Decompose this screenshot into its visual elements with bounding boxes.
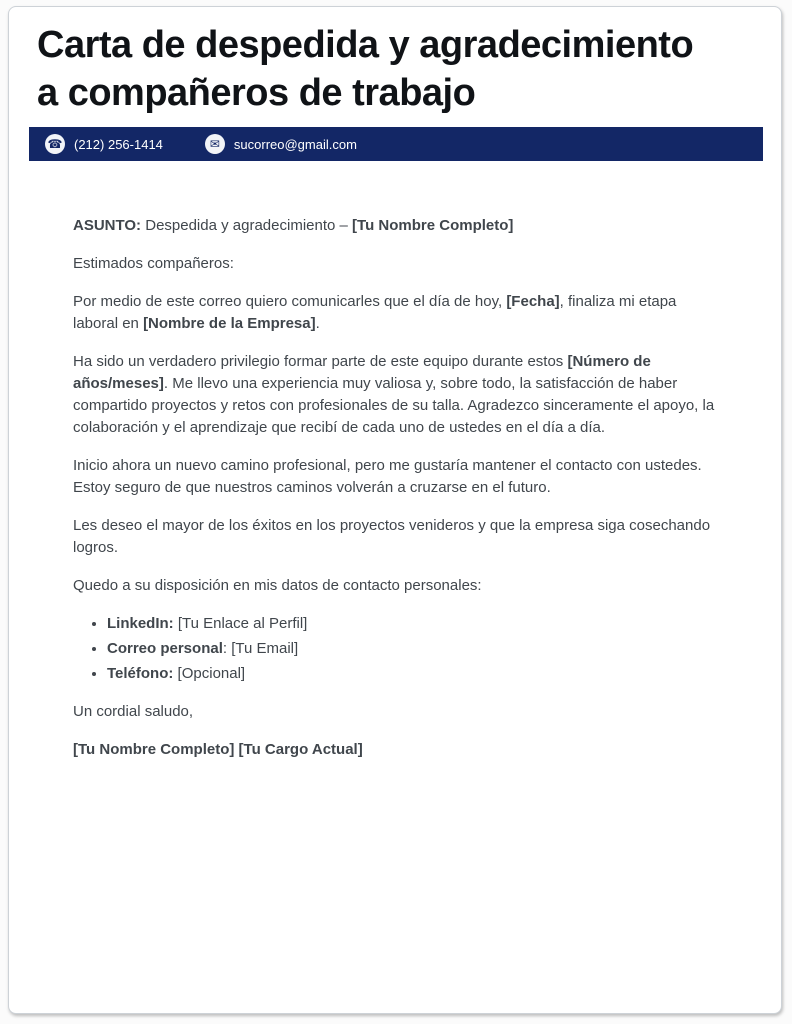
- text-run: . Me llevo una experiencia muy valiosa y, sobre todo, la satisfacción de haber compartido proyectos y retos con profesionales de su talla. Agradezco sinceramente el apoyo, la colaboración y el aprendizaje que recibí de cada uno de ustedes en el día a día.: [73, 375, 715, 436]
- subject-line: [73, 215, 717, 237]
- text-run: Por medio de este correo quiero comunicarles que el día de hoy,: [73, 293, 507, 310]
- phone-icon: ☎: [45, 134, 65, 154]
- paragraph-new-path: [73, 455, 717, 499]
- bold-text-run: [Tu Nombre Completo]: [352, 217, 514, 234]
- page-title-line1: Carta de despedida y agradecimiento: [37, 24, 694, 66]
- bold-text-run: ASUNTO:: [73, 217, 142, 234]
- phone-number: (212) 256-1414: [74, 136, 163, 152]
- text-run: Quedo a su disposición en mis datos de contacto personales:: [73, 577, 482, 594]
- bold-text-run: [Número de años/meses]: [73, 353, 651, 392]
- bold-text-run: [Nombre de la Empresa]: [143, 315, 316, 332]
- text-run: [Tu Enlace al Perfil]: [173, 615, 308, 632]
- paragraph-announcement: [73, 291, 717, 335]
- text-run: Un cordial saludo,: [73, 703, 194, 720]
- list-item-phone: [107, 663, 717, 685]
- text-run: [Opcional]: [173, 665, 246, 682]
- list-item-personal-email: [107, 638, 717, 660]
- page-title: [37, 21, 757, 117]
- list-item-linkedin: [107, 613, 717, 635]
- text-run: Despedida y agradecimiento –: [141, 217, 353, 234]
- phone-contact: [45, 134, 163, 154]
- signature-line: [73, 739, 717, 761]
- text-run: Ha sido un verdadero privilegio formar parte de este equipo durante estos: [73, 353, 568, 370]
- paragraph-wishes: [73, 515, 717, 559]
- email-address: sucorreo@gmail.com: [233, 136, 357, 152]
- contact-list: [73, 613, 717, 685]
- page-title-line2: a compañeros de trabajo: [37, 72, 476, 114]
- email-icon: ✉: [205, 134, 225, 154]
- bold-text-run: [Fecha]: [506, 293, 560, 310]
- bold-text-run: [Tu Nombre Completo] [Tu Cargo Actual]: [73, 741, 363, 758]
- text-run: Estimados compañeros:: [73, 255, 234, 272]
- text-run: : [Tu Email]: [222, 640, 299, 657]
- contact-bar: [29, 127, 763, 161]
- text-run: , finaliza mi etapa laboral en: [73, 293, 677, 332]
- text-run: Les deseo el mayor de los éxitos en los proyectos venideros y que la empresa siga cosechando logros.: [73, 517, 711, 556]
- bold-text-run: LinkedIn:: [107, 615, 174, 632]
- letter-body: [73, 215, 717, 761]
- bold-text-run: Teléfono:: [107, 665, 174, 682]
- paragraph-gratitude: [73, 351, 717, 439]
- closing-salutation: [73, 701, 717, 723]
- email-contact: [205, 134, 357, 154]
- bold-text-run: Correo personal: [107, 640, 223, 657]
- text-run: Inicio ahora un nuevo camino profesional, pero me gustaría mantener el contacto con ustedes. Estoy seguro de que nuestros caminos volverán a cruzarse en el futuro.: [73, 457, 702, 496]
- text-run: .: [315, 315, 320, 332]
- paragraph-contact-intro: [73, 575, 717, 597]
- letter-page: [8, 6, 782, 1014]
- salutation: [73, 253, 717, 275]
